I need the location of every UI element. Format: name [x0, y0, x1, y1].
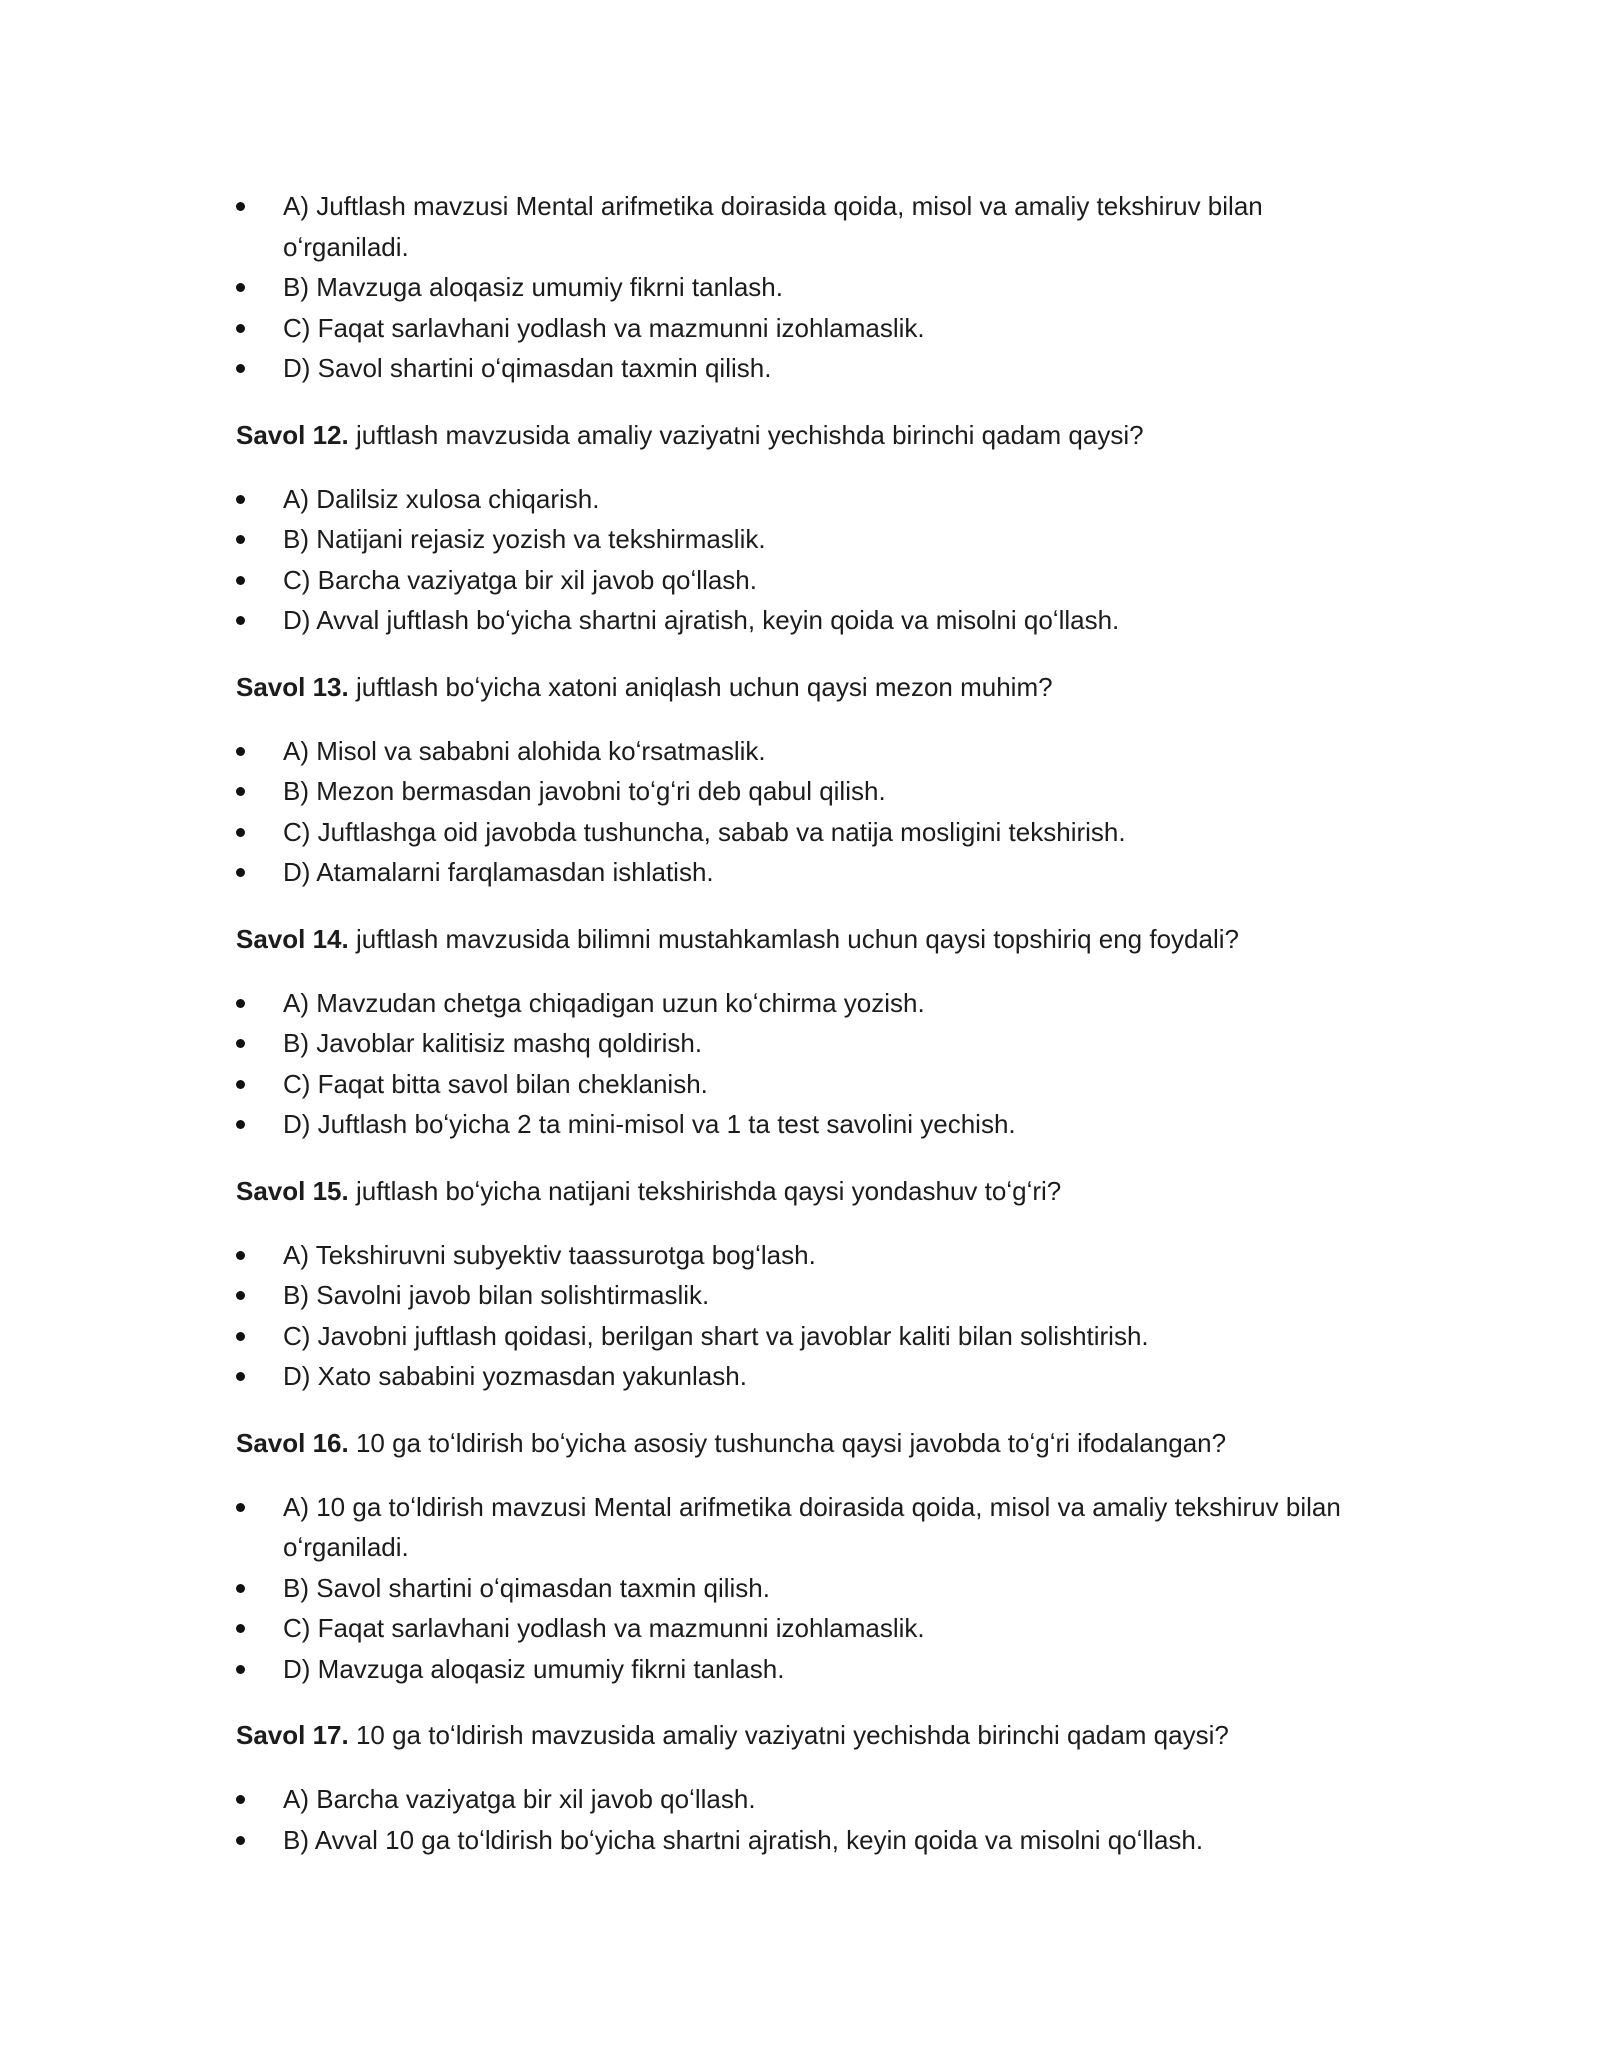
answer-option	[236, 1356, 1386, 1397]
answer-options-list	[236, 479, 1386, 641]
bullet-icon	[236, 1120, 245, 1129]
question-heading	[236, 1171, 1386, 1211]
answer-options-list	[236, 186, 1386, 389]
answer-options-list	[236, 1779, 1386, 1860]
answer-option-text: C) Faqat bitta savol bilan cheklanish.	[283, 1068, 708, 1099]
answer-option	[236, 308, 1386, 349]
answer-option-text: B) Avval 10 ga toʻldirish boʻyicha shartni ajratish, keyin qoida va misolni qoʻllash.	[283, 1824, 1204, 1855]
answer-option-text: B) Javoblar kalitisiz mashq qoldirish.	[283, 1028, 703, 1058]
answer-option-text: A) Mavzudan chetga chiqadigan uzun koʻchirma yozish.	[283, 987, 925, 1018]
question-number: Savol 15.	[236, 1175, 349, 1206]
bullet-icon	[236, 364, 245, 373]
answer-option	[236, 812, 1386, 853]
answer-option	[236, 1820, 1386, 1861]
answer-options-list	[236, 1487, 1386, 1690]
question-text: 10 ga toʻldirish boʻyicha asosiy tushuncha qaysi javobda toʻgʻri ifodalangan?	[348, 1427, 1227, 1458]
answer-option	[236, 1275, 1386, 1316]
answer-option-text: B) Natijani rejasiz yozish va tekshirmaslik.	[283, 524, 766, 554]
answer-option-text: C) Faqat sarlavhani yodlash va mazmunni izohlamaslik.	[283, 1613, 925, 1643]
answer-option	[236, 267, 1386, 308]
bullet-icon	[236, 576, 245, 585]
question-number: Savol 14.	[236, 923, 349, 954]
answer-option-text: A) Misol va sababni alohida koʻrsatmaslik.	[283, 735, 766, 766]
bullet-icon	[236, 868, 245, 877]
answer-option-text: C) Javobni juftlash qoidasi, berilgan shart va javoblar kaliti bilan solishtirish.	[283, 1320, 1149, 1351]
question-text: juftlash boʻyicha natijani tekshirishda qaysi yondashuv toʻgʻri?	[348, 1175, 1062, 1206]
question-number: Savol 16.	[236, 1427, 349, 1458]
bullet-icon	[236, 1332, 245, 1341]
question-text: juftlash boʻyicha xatoni aniqlash uchun qaysi mezon muhim?	[348, 671, 1053, 702]
question-number: Savol 13.	[236, 671, 349, 702]
bullet-icon	[236, 787, 245, 796]
question-heading	[236, 1423, 1386, 1463]
answer-option	[236, 1023, 1386, 1064]
answer-options-list	[236, 983, 1386, 1145]
answer-option	[236, 348, 1386, 389]
answer-option	[236, 1779, 1386, 1820]
bullet-icon	[236, 828, 245, 837]
answer-option-text: C) Barcha vaziyatga bir xil javob qoʻllash.	[283, 564, 757, 595]
question-heading	[236, 1715, 1386, 1755]
answer-options-list	[236, 731, 1386, 893]
answer-option-text: D) Atamalarni farqlamasdan ishlatish.	[283, 857, 714, 887]
bullet-icon	[236, 535, 245, 544]
question-text: juftlash mavzusida amaliy vaziyatni yechishda birinchi qadam qaysi?	[348, 419, 1144, 450]
bullet-icon	[236, 1624, 245, 1633]
bullet-icon	[236, 495, 245, 504]
answer-option-text: B) Mezon bermasdan javobni toʻgʻri deb qabul qilish.	[283, 776, 886, 806]
answer-option	[236, 186, 1386, 267]
question-heading	[236, 919, 1386, 959]
answer-option-text: C) Juftlashga oid javobda tushuncha, sabab va natija mosligini tekshirish.	[283, 816, 1126, 847]
answer-option-text: A) 10 ga toʻldirish mavzusi Mental arifmetika doirasida qoida, misol va amaliy tekshiruv bilan oʻrganiladi.	[283, 1491, 1341, 1562]
answer-option	[236, 1487, 1386, 1568]
answer-option-text: B) Mavzuga aloqasiz umumiy fikrni tanlash.	[283, 272, 783, 302]
bullet-icon	[236, 1503, 245, 1512]
bullet-icon	[236, 1836, 245, 1845]
answer-option-text: A) Dalilsiz xulosa chiqarish.	[283, 483, 600, 514]
question-number: Savol 17.	[236, 1720, 349, 1750]
answer-option	[236, 519, 1386, 560]
document-content	[236, 186, 1386, 1860]
answer-option	[236, 852, 1386, 893]
answer-option-text: D) Mavzuga aloqasiz umumiy fikrni tanlash.	[283, 1653, 785, 1684]
question-heading	[236, 667, 1386, 707]
bullet-icon	[236, 999, 245, 1008]
answer-option	[236, 771, 1386, 812]
question-text: 10 ga toʻldirish mavzusida amaliy vaziyatni yechishda birinchi qadam qaysi?	[348, 1720, 1229, 1750]
bullet-icon	[236, 283, 245, 292]
answer-option-text: D) Savol shartini oʻqimasdan taxmin qilish.	[283, 353, 772, 383]
question-text: juftlash mavzusida bilimni mustahkamlash uchun qaysi topshiriq eng foydali?	[348, 923, 1239, 954]
bullet-icon	[236, 1665, 245, 1674]
bullet-icon	[236, 1372, 245, 1381]
question-heading	[236, 415, 1386, 455]
answer-option	[236, 1568, 1386, 1609]
bullet-icon	[236, 202, 245, 211]
answer-option-text: D) Xato sababini yozmasdan yakunlash.	[283, 1361, 747, 1391]
bullet-icon	[236, 747, 245, 756]
answer-option	[236, 479, 1386, 520]
answer-option-text: D) Juftlash boʻyicha 2 ta mini-misol va 1 ta test savolini yechish.	[283, 1109, 1016, 1139]
answer-option	[236, 1064, 1386, 1105]
answer-option	[236, 731, 1386, 772]
bullet-icon	[236, 324, 245, 333]
answer-option	[236, 600, 1386, 641]
bullet-icon	[236, 1291, 245, 1300]
bullet-icon	[236, 1251, 245, 1260]
answer-option	[236, 1608, 1386, 1649]
answer-option	[236, 560, 1386, 601]
bullet-icon	[236, 1584, 245, 1593]
bullet-icon	[236, 1795, 245, 1804]
answer-options-list	[236, 1235, 1386, 1397]
answer-option-text: A) Tekshiruvni subyektiv taassurotga bogʻlash.	[283, 1239, 816, 1270]
answer-option	[236, 1649, 1386, 1690]
answer-option	[236, 983, 1386, 1024]
bullet-icon	[236, 1080, 245, 1089]
answer-option-text: C) Faqat sarlavhani yodlash va mazmunni izohlamaslik.	[283, 312, 925, 343]
answer-option	[236, 1104, 1386, 1145]
answer-option	[236, 1235, 1386, 1276]
answer-option-text: D) Avval juftlash boʻyicha shartni ajratish, keyin qoida va misolni qoʻllash.	[283, 605, 1120, 635]
answer-option-text: A) Barcha vaziyatga bir xil javob qoʻllash.	[283, 1784, 756, 1814]
question-number: Savol 12.	[236, 419, 349, 450]
answer-option-text: B) Savol shartini oʻqimasdan taxmin qilish.	[283, 1572, 770, 1603]
bullet-icon	[236, 1039, 245, 1048]
bullet-icon	[236, 616, 245, 625]
answer-option-text: B) Savolni javob bilan solishtirmaslik.	[283, 1280, 710, 1310]
answer-option	[236, 1316, 1386, 1357]
answer-option-text: A) Juftlash mavzusi Mental arifmetika doirasida qoida, misol va amaliy tekshiruv bilan oʻrganiladi.	[283, 191, 1263, 262]
